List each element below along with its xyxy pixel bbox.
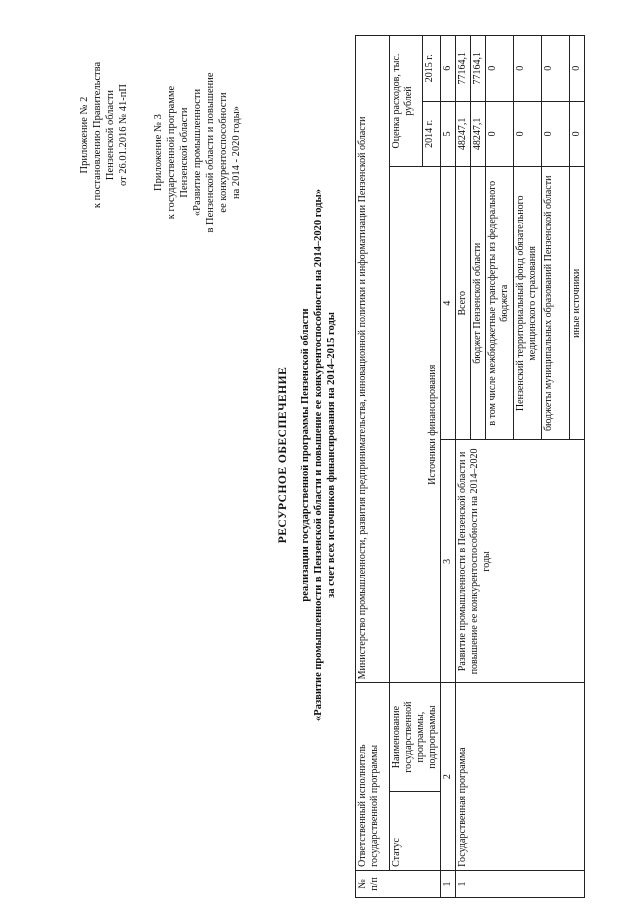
value-2014: 0 xyxy=(542,101,570,167)
source-cell: бюджет Пензенской области xyxy=(471,167,486,440)
appendix-3-note xyxy=(152,65,243,240)
heading-line-3: за счет всех источников финансирования на 2014–2015 годы xyxy=(326,311,337,599)
value-2014: 0 xyxy=(486,101,514,167)
column-number: 4 xyxy=(441,167,456,440)
value-2014: 0 xyxy=(570,101,585,167)
funding-table xyxy=(355,35,585,898)
program-name: Развитие промышленности в Пензенской области и повышение ее конкурентоспособности на 2014–2020 годы xyxy=(456,440,585,683)
heading-line-2: «Развитие промышленности в Пензенской области и повышение ее конкурентоспособности на 2014–2020 годы» xyxy=(313,189,324,721)
header-sources: Источники финансирования xyxy=(390,167,441,683)
value-2014: 0 xyxy=(514,101,542,167)
executor-value: Министерство промышленности, развития предпринимательства, инновационной политики и информатизации Пензенской области xyxy=(356,36,390,683)
column-number: 5 xyxy=(441,101,456,167)
appendix-3-line: «Развитие промышленности xyxy=(192,88,203,217)
program-num: 1 xyxy=(456,870,585,897)
header-estimate: Оценка расходов, тыс. рублей xyxy=(390,36,423,167)
value-2014: 48247,1 xyxy=(456,101,471,167)
source-cell: Всего xyxy=(456,167,471,440)
value-2015: 0 xyxy=(514,36,542,102)
appendix-3-line: к государственной программе xyxy=(166,85,177,220)
appendix-3-line: ее конкурентоспособности xyxy=(218,92,229,213)
appendix-3-line: на 2014 - 2020 годы» xyxy=(231,106,242,199)
header-status: Статус xyxy=(390,791,441,870)
appendix-2-line: Приложение № 2 xyxy=(79,96,90,174)
value-2015: 77164,1 xyxy=(456,36,471,102)
header-name: Наименование государственной программы, подпрограммы xyxy=(390,683,441,791)
value-2015: 0 xyxy=(486,36,514,102)
header-num: № п/п xyxy=(356,870,441,897)
header-year-2014: 2014 г. xyxy=(423,101,441,167)
value-2015: 77164,1 xyxy=(471,36,486,102)
appendix-2-line: к постановлению Правительства xyxy=(92,61,103,209)
appendix-3-line: Пензенской области xyxy=(179,107,190,198)
value-2015: 0 xyxy=(542,36,570,102)
document-heading xyxy=(277,145,338,765)
program-status: Государственная программа xyxy=(456,683,585,871)
value-2014: 48247,1 xyxy=(471,101,486,167)
document-title: РЕСУРСНОЕ ОБЕСПЕЧЕНИЕ xyxy=(277,366,289,544)
appendix-2-line: Пензенской области xyxy=(105,89,116,181)
table-row xyxy=(456,36,471,898)
header-executor: Ответственный исполнитель государственной программы xyxy=(356,683,390,871)
column-number: 3 xyxy=(441,440,456,683)
source-cell: в том числе межбюджетные трансферты из федерального бюджета xyxy=(486,167,514,440)
column-number: 1 xyxy=(441,870,456,897)
source-cell: Пензенский территориальный фонд обязательного медицинского страхования xyxy=(514,167,542,440)
heading-line-1: реализации государственной программы Пензенской области xyxy=(300,308,311,602)
column-number: 6 xyxy=(441,36,456,102)
header-year-2015: 2015 г. xyxy=(423,36,441,102)
appendix-2-line: от 26.01.2016 № 41-пП xyxy=(118,83,129,187)
appendix-2-note xyxy=(78,55,130,215)
value-2015: 0 xyxy=(570,36,585,102)
source-cell: бюджеты муниципальных образований Пензенской области xyxy=(542,167,570,440)
appendix-3-line: Приложение № 3 xyxy=(153,114,164,191)
column-numbers-row xyxy=(441,36,456,898)
source-cell: иные источники xyxy=(570,167,585,440)
header-row xyxy=(390,36,423,898)
column-number: 2 xyxy=(441,683,456,871)
appendix-3-line: в Пензенской области и повышение xyxy=(205,72,216,233)
executor-row xyxy=(356,36,390,898)
